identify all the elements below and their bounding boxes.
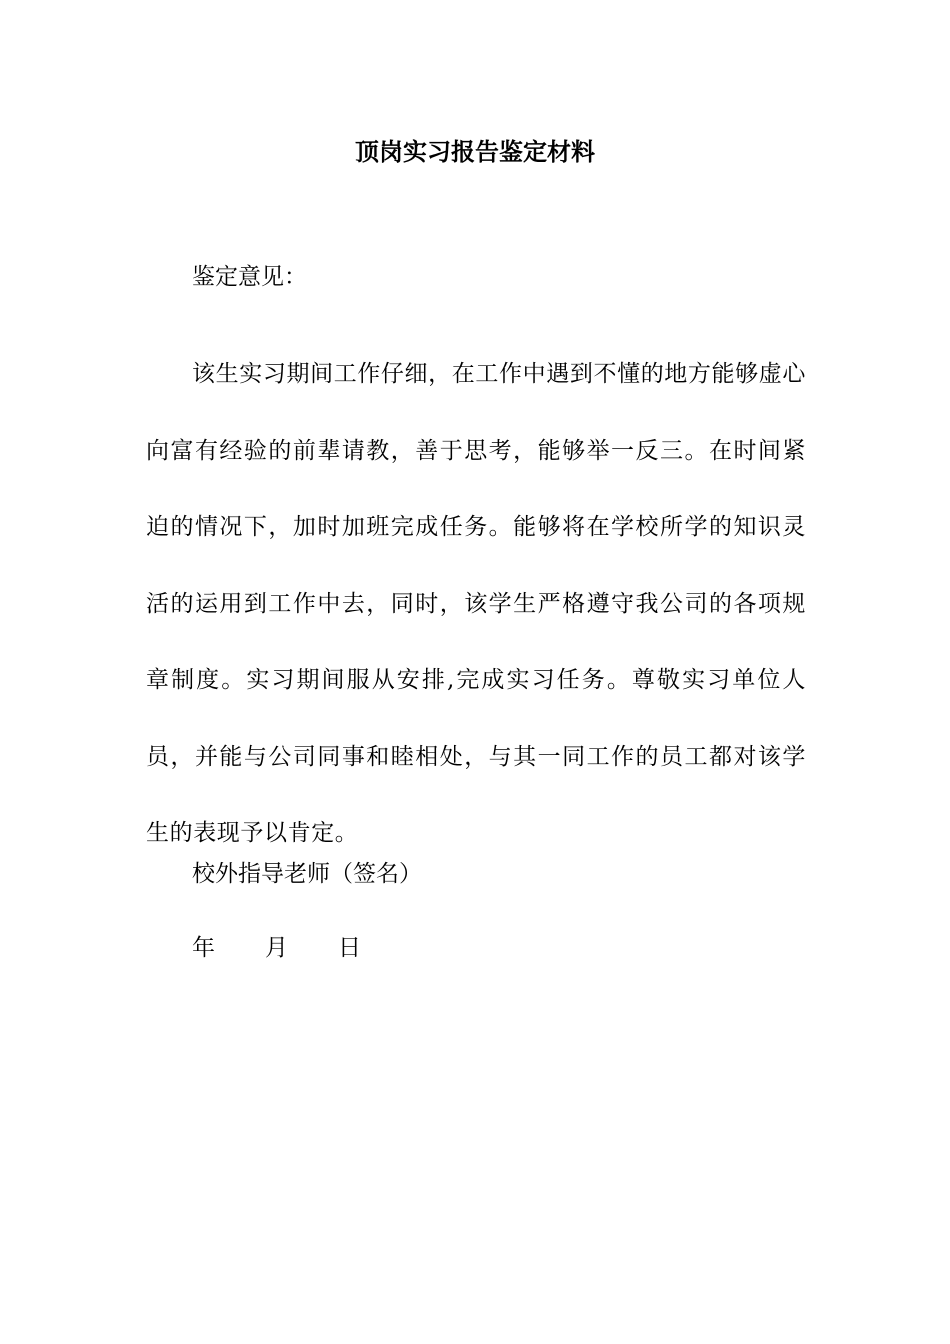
document-title: 顶岗实习报告鉴定材料 [355,137,595,166]
date-day-label: 日 [338,935,361,961]
date-month-label: 月 [265,935,288,961]
date-year-label: 年 [192,935,215,961]
signer-label: 校外指导老师（签名） [192,861,422,887]
opinion-label: 鉴定意见： [192,264,307,290]
opinion-text: 该生实习期间工作仔细，在工作中遇到不懂的地方能够虚心向富有经验的前辈请教，善于思考，能够举一反三。在时间紧迫的情况下，加时加班完成任务。能够将在学校所学的知识灵活的运用到工作中去，同时，该学生严格遵守我公司的各项规章制度。实习期间服从安排,完成实习任务。尊敬实习单位人员，并能与公司同事和睦相处，与其一同工作的员工都对该学生的表现予以肯定。 [146,361,806,846]
date-line [192,932,361,964]
